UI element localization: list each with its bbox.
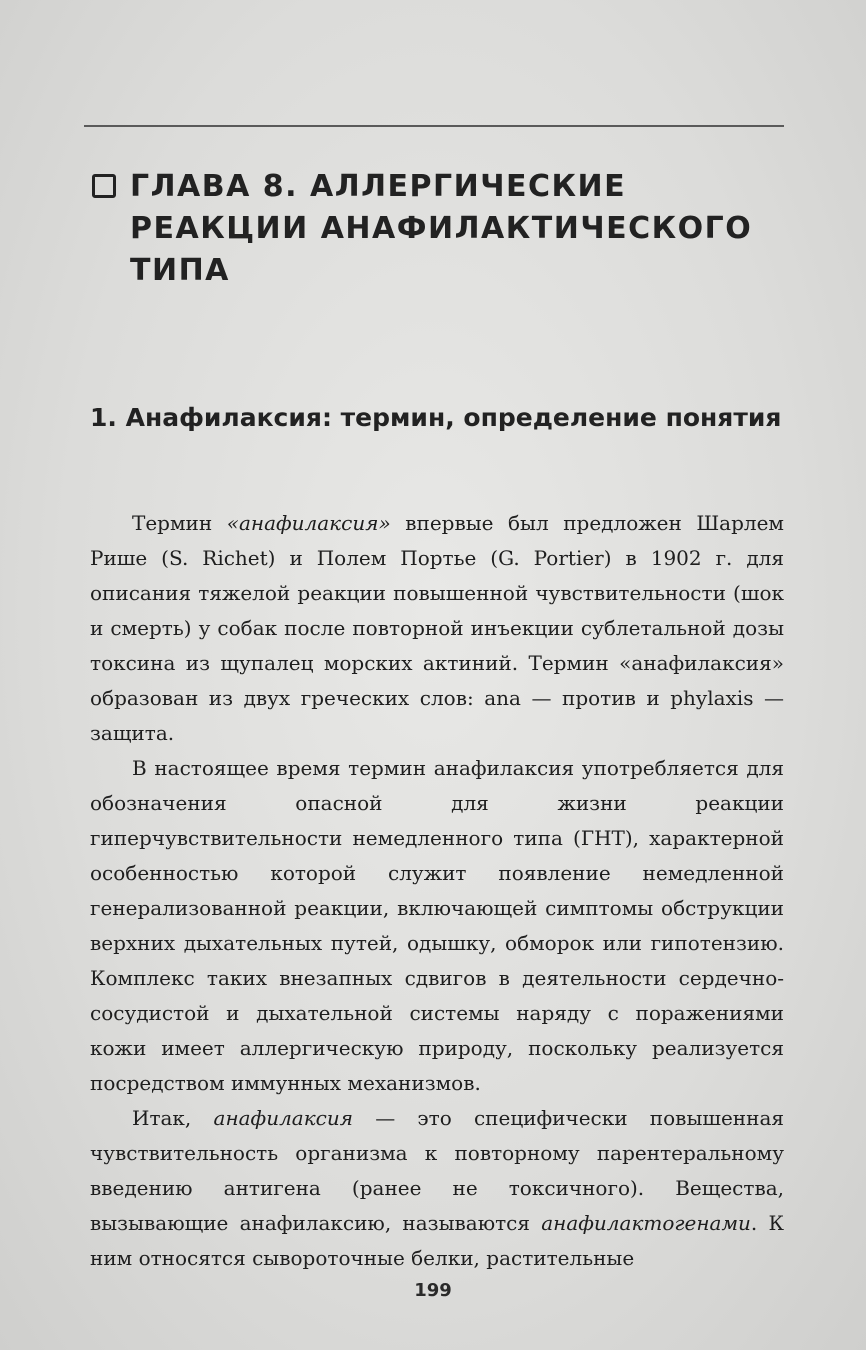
paragraph-text: впервые был предложен Шарлем Рише (S. Richet) и Полем Портье (G. Portier) в 1902 г. для описания тяжелой реакции повышенной чувствительности (шок и смерть) у собак после повторной инъекции сублетальной дозы токсина из щупалец морских актиний. Термин «анафилаксия» образован из двух греческих слов: ana — против и phylaxis — защита.: [90, 511, 784, 745]
paragraph-2: В настоящее время термин анафилаксия употребляется для обозначения опасной для жизни реакции гиперчувствительности немедленного типа (ГНТ), характерной особенностью которой служит появление немедленной генерализованной реакции, включающей симптомы обструкции верхних дыхательных путей, одышку, обморок или гипотензию. Комплекс таких внезапных сдвигов в деятельности сердечно-сосудистой и дыхательной системы наряду с поражениями кожи имеет аллергическую природу, поскольку реализуется посредством иммунных механизмов.: [90, 756, 784, 1095]
section-heading: 1. Анафилаксия: термин, определение понятия: [90, 403, 782, 432]
paragraph-3: [90, 1101, 784, 1276]
paragraph-text: Итак,: [132, 1106, 214, 1130]
paragraph-text: — это специфически повышенная чувствительность организма к повторному парентеральному введению антигена (ранее не токсичного). Вещества, вызывающие анафилаксию, называются: [90, 1106, 784, 1235]
paragraph-text: Термин: [132, 511, 227, 535]
italic-term: анафилаксия: [213, 1106, 353, 1130]
checkbox-square-icon: [92, 174, 116, 198]
paragraph-1: [90, 506, 784, 751]
chapter-heading: [92, 166, 812, 292]
chapter-title: ГЛАВА 8. АЛЛЕРГИЧЕСКИЕ РЕАКЦИИ АНАФИЛАКТИЧЕСКОГО ТИПА: [130, 169, 753, 288]
page-number: 199: [414, 1280, 452, 1301]
paragraph-text: . К ним относятся сывороточные белки, растительные: [90, 1211, 784, 1270]
italic-term: «анафилаксия»: [226, 511, 391, 535]
italic-term: анафилактогенами: [541, 1211, 751, 1235]
header-rule: [84, 125, 784, 127]
body-text: [90, 506, 784, 1276]
